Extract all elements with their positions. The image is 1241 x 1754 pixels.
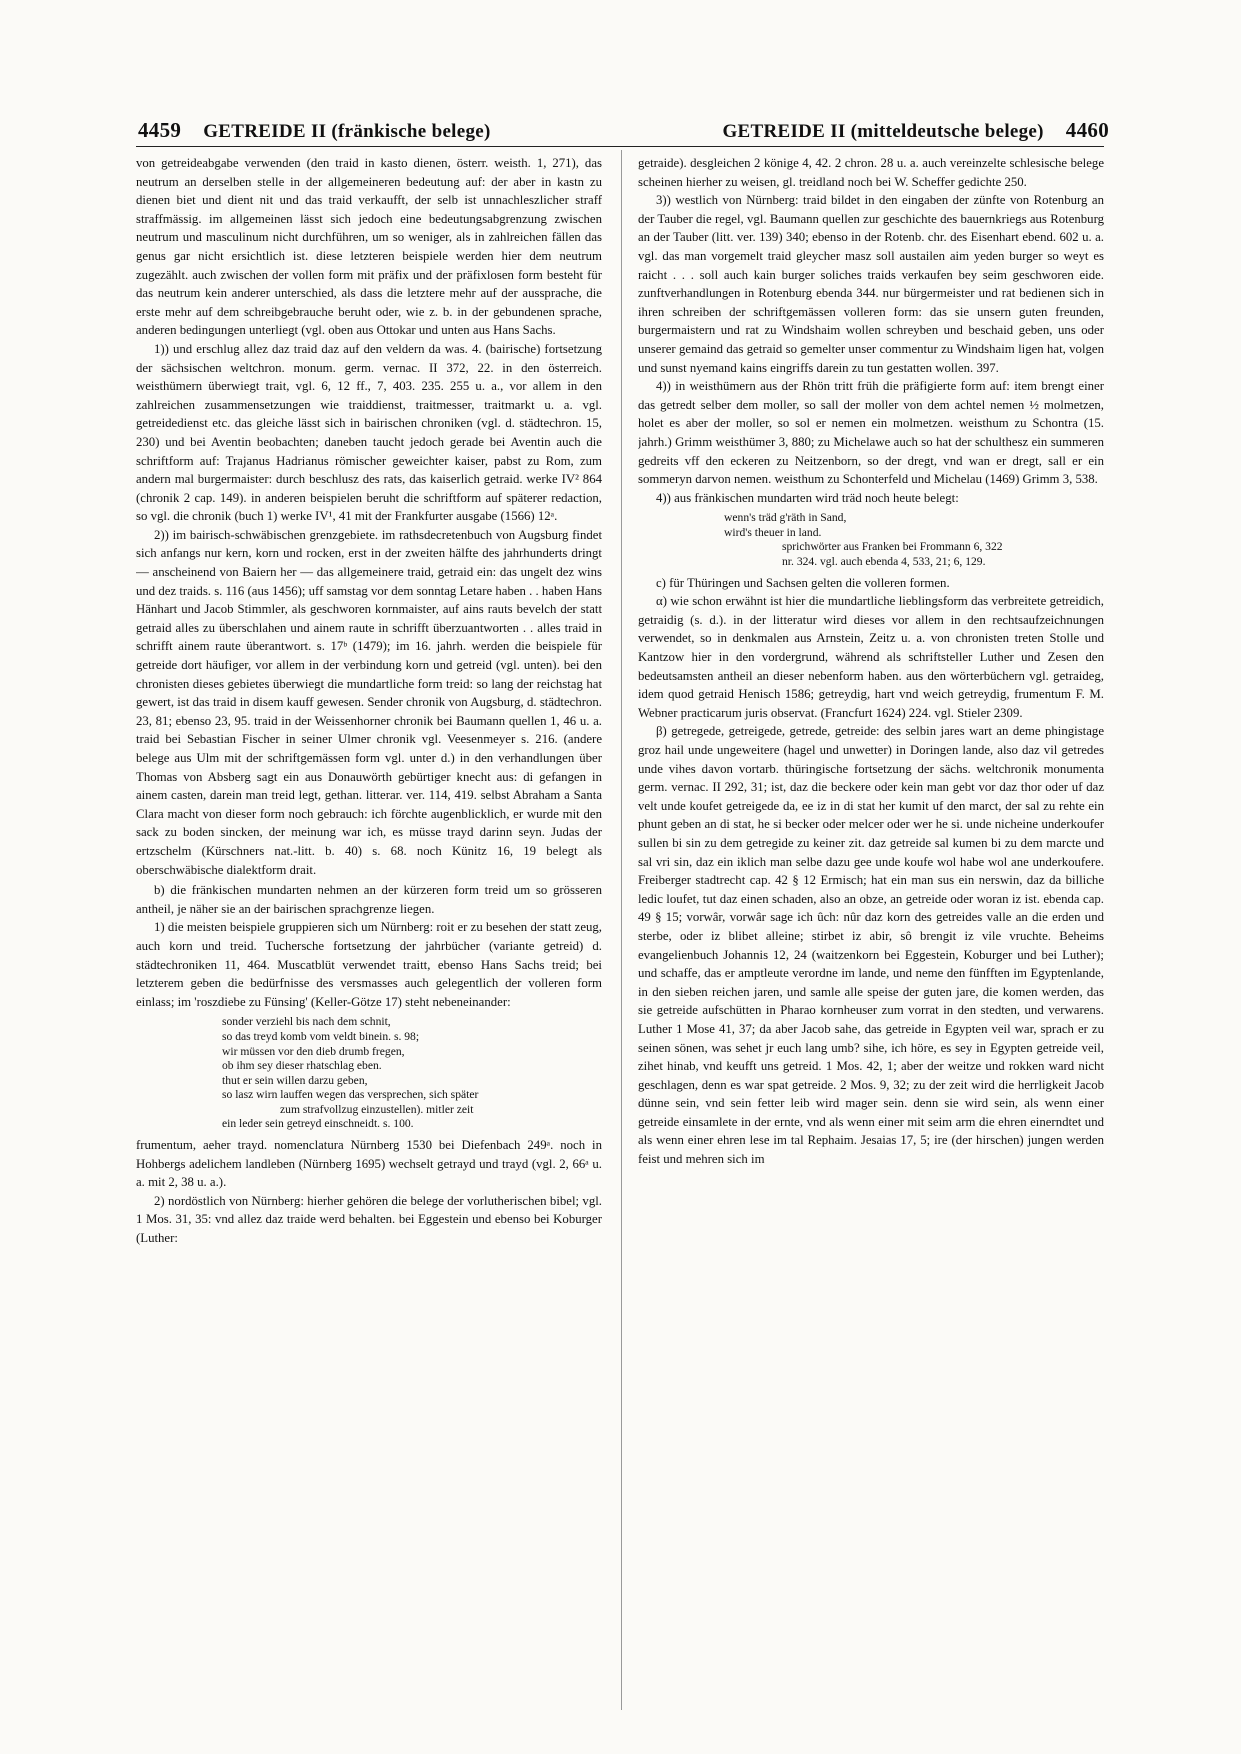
left-column xyxy=(136,154,602,1714)
section-heading: c) für Thüringen und Sachsen gelten die volleren formen. xyxy=(656,575,950,590)
verse-line: zum strafvollzug einzustellen). mitler zeit xyxy=(280,1102,474,1116)
right-page-header xyxy=(722,118,1109,143)
paragraph: 4)) in weisthümern aus der Rhön tritt früh die präfigierte form auf: item brengt einer das getredt selber dem moller, so sall der moller von dem achtel nemen ½ molmetzen, holet es aber der moller, so sol er nemen ein molmetzen. weisthum zu Schontra (15. jahrh.) Grimm weisthümer 3, 880; zu Michelawe auch so hat der schulthesz ein summeren gedreits vff den eckeren zu Neitzenborn, so der dregt, vnd wan er dregt, sall er ein sommeryn darvon nemen. weisthum zu Schonterfeld und Michelau (1469) Grimm 3, 538. xyxy=(638,379,1104,487)
verse-line: so das treyd komb vom veldt binein. s. 98; xyxy=(222,1029,420,1043)
verse-quote xyxy=(222,1015,602,1132)
paragraph: β) getregede, getreigede, getrede, getreide: des selbin jares wart an deme phingistage groz hail unde ungeweitere (hagel und unwetter) in Doringen lande, also daz vil getredes unde vihes davon vortarb. thüringische fortsetzung der sächs. weltchronik monumenta germ. vernac. II 292, 31; ist, daz die beckere oder kein man gebt vor daz thor oder uf daz velt unde koufet getreigede da, ee iz in di stat her kumit uf den marct, der sal zu rehte ein phunt geben an di stat, he si becker oder melcer oder wer he si. unde nicheine underkoufer sullen bi sin zu dem getregide zu keiner zit. daz getreide sal kumen bi zu dem marcte und sal vri sin, daz ein iklich man selbe dazu gee unde koufe wol habe wol ane underkoufere. Freiberger stadtrecht cap. 42 § 12 Ermisch; hat ein man sus ein nerswin, daz da billiche ledic loufet, tut daz einen schaden, also an obze, an getreide oder woran iz ist. ebenda cap. 49 § 15; vorwâr, vorwâr sage ich ûch: nûr daz korn des getreides valle an die erden und sterbe, oder iz blibet alleine; stirbet iz abir, sô brengit iz vile vruchte. Beheims evangelienbuch Johannis 12, 24 (waitzenkorn bei Eggestein, Koburger und bei Luther); und schaffe, das er amptleute verordne im lande, und neme den fünfften im Egyptenlande, in den sieben reichen jaren, und samle alle speise der guten jare, die komen werden, das sie getreide aufschütten in Pharao kornheuser zum vorrat in den stedten, und verwarens. Luther 1 Mose 41, 37; da aber Jacob sahe, das getreide in Egypten veil war, sprach er zu seinen sönen, was sehet jr euch lang umb? sihe, ich höre, es sey in Egypten getreide veil, zihet hinab, vnd keufft uns getreid. 1 Mos. 42, 1; aber der weitze und rokken ward nicht geschlagen, denn es war spat getreide. 2 Mos. 9, 32; zu der zeit wird die herrligkeit Jacob dünne sein, vnd sein fetter leib wird mager sein. denn sie wird sein, als wenn einer getreide einsamlete in der ernte, vnd als wenn einer mit seim arm die ehren einerndtet und als wenn einer ehren lese im tal Rephaim. Jesaias 17, 5; ire (der hirschen) jungen werden feist und mehren sich im xyxy=(638,724,1104,1167)
paragraph: 3)) westlich von Nürnberg: traid bildet in den eingaben der zünfte von Rotenburg an der Tauber die regel, vgl. Baumann quellen zur geschichte des bauernkriegs aus Rotenburg an der Tauber (litt. ver. 139) 340; ebenso in der Rotenb. chr. des Eisenhart ebend. 602 u. a. vgl. das man vorgemelt traid gleycher masz soll austailen aim yeden burger so weyt es raicht . . . soll auch kain burger soliches traids verkaufen bey seim geschworen eide. zunftverhandlungen in Rotenburg ebenda 344. nur bürgermeister und rat bedienen sich in ihren schreiben der schriftgemässen volleren form: das sie unsern guten freunden, burgermaistern und rat zu Windshaim wollen schreyben und beschaid geben, uns oder unserer gemaind das getraid so gemelter unser commentur zu Windshaim ligen hat, volgen und sunst nyemand kains eingriffs darein zu tun gestatten wollen. 397. xyxy=(638,193,1104,375)
column-divider xyxy=(621,150,622,1710)
verse-source: nr. 324. vgl. auch ebenda 4, 533, 21; 6, 129. xyxy=(782,555,986,569)
paragraph: 1)) und erschlug allez daz traid daz auf den veldern da was. 4. (bairische) fortsetzung der sächsischen weltchron. monum. germ. vernac. II 372, 22. in den österreich. weisthümern überwiegt trait, vgl. 6, 12 ff., 7, 403. 235. 255 u. a., vor allem in den zahlreichen zusammensetzungen wie traiddienst, traitmesser, traitmarkt u. a. vgl. getreidedienst etc. das gleiche lässt sich in bairischen chroniken (vgl. d. städtechron. 15, 230) und bei Aventin beobachten; daneben taucht jedoch gerade bei Aventin auch die schriftform auf: Trajanus Hadrianus römischer geweichter kaiser, pabst zu Rom, zum andern mal burgermaister: durch beschlusz des rats, das kaiserlich getraid. werke IV² 864 (chronik 2 cap. 149). in anderen beispielen beruht die schriftform auf späterer redaction, so vgl. die chronik (buch 1) werke IV¹, 41 mit der Frankfurter ausgabe (1566) 12ᵃ. xyxy=(136,341,602,524)
verse-line: so lasz wirn lauffen wegen das versprechen, sich später xyxy=(222,1088,479,1102)
header-rule xyxy=(136,146,1104,147)
verse-line: thut er sein willen darzu geben, xyxy=(222,1073,368,1087)
verse-line: wird's theuer in land. xyxy=(724,525,822,539)
verse-line: wenn's träd g'räth in Sand, xyxy=(724,511,847,525)
paragraph: 2) nordöstlich von Nürnberg: hierher gehören die belege der vorlutherischen bibel; vgl. 1 Mos. 31, 35: vnd allez daz traide werd behalten. bei Eggestein und ebenso bei Koburger (Luther: xyxy=(136,1193,602,1246)
left-running-title: GETREIDE II (fränkische belege) xyxy=(203,121,491,142)
verse-source: sprichwörter aus Franken bei Frommann 6, 322 xyxy=(782,540,1003,554)
paragraph: 1) die meisten beispiele gruppieren sich um Nürnberg: roit er zu besehen der statt zeug, auch korn und treid. Tuchersche fortsetzung der jahrbücher (variante getreid) d. städtechroniken 11, 464. Muscatblüt verwendet traitt, ebenso Hans Sachs treid; bei letzterem geben die bedürfnisse des versmasses auch gelegentlich der volleren form einlass; im 'roszdiebe zu Fünsing' (Keller-Götze 17) steht nebeneinander: xyxy=(136,920,602,1009)
section-heading: b) die fränkischen mundarten nehmen an der kürzeren form treid um so grösseren antheil, je näher sie an der bairischen sprachgrenze liegen. xyxy=(136,883,602,916)
paragraph: 2)) im bairisch-schwäbischen grenzgebiete. im rathsdecretenbuch von Augsburg findet sich anfangs nur kern, korn und rocken, erst in der zweiten hälfte des jahrhunderts dringt — anscheinend von Baiern her — das allgemeinere traid, getraid ein: das ungelt dez wins und dez traids. s. 116 (aus 1456); uff samstag vor dem sonntag Letare haben . . haben Hans Hänhart und Jacob Stimmler, als geschworen kornmaister, auf ains rauts bevelch der statt getraid alles zu überschlahen und ainem raute in schrifft überzuantworten . . alles traid in schrifft ainem raute überantwort. s. 17ᵇ (1479); im 16. jahrh. werden die beispiele für getreide dort häufiger, vor allem in der verbindung korn und getreid (vgl. unten). bei den chronisten dieses gebietes überwiegt die mundartliche form treid: so lang der reichstag hat gewert, ist das traid in disem kauff gewesen. Sender chronik von Augsburg, d. städtechron. 23, 81; ebenso 23, 95. traid in der Weissenhorner chronik bei Baumann quellen 1, 46 u. a. traid bei Sebastian Fischer in seiner Ulmer chronik vgl. Veesenmeyer s. 216. (andere belege aus Ulm mit der schriftgemässen form vgl. unter d.) in den verhandlungen über Thomas von Absberg sagt ein aus Donauwörth gebürtiger knecht aus: di gefangen in ainem casten, darein man treid legt, gethan. litterar. ver. 114, 419. selbst Abraham a Santa Clara macht von dieser form noch gebrauch: ich förchte augenblicklich, er wurde mit den sack zu boden sincken, der meinung war ich, es müsse trayd darinn seyn. Judas der ertzschelm (Kürschners nat.-litt. b. 40) s. 68. noch Künitz 16, 19 belegt als oberschwäbische dialektform drait. xyxy=(136,527,602,877)
verse-line: sonder verziehl bis nach dem schnit, xyxy=(222,1015,391,1029)
verse-quote xyxy=(724,511,1104,569)
verse-line: ob ihm sey dieser rhatschlag eben. xyxy=(222,1059,382,1073)
right-column xyxy=(638,154,1104,1714)
verse-line: ein leder sein getreyd einschneidt. s. 100. xyxy=(222,1117,414,1131)
left-page-number: 4459 xyxy=(138,118,182,142)
paragraph: von getreideabgabe verwenden (den traid in kasto dienen, österr. weisth. 1, 271), das neutrum an derselben stelle in der allgemeineren bedeutung auf: der aber in kastn zu dienen biet und dient nit und das traid verkaufft, der selb ist unnachleszlicher straff straffmässig. im allgemeinen lässt sich jedoch eine bedeutungsabgrenzung zwischen neutrum und masculinum nicht durchführen, um so weniger, als in zahlreichen fällen das genus gar nicht ersichtlich ist. diese letzteren beispiele werden hier dem neutrum zugezählt. auch zwischen der vollen form mit präfix und der präfixlosen form besteht für das neutrum kein anderer unterschied, als dass die letztere mehr auf der aussprache, die erste mehr auf dem schreibgebrauche beruht oder, wie z. b. in der gebundenen sprache, anderen bedingungen unterliegt (vgl. oben aus Ottokar und unten aus Hans Sachs. xyxy=(136,156,602,338)
left-page-header xyxy=(138,118,491,143)
right-page-number: 4460 xyxy=(1065,118,1109,142)
paragraph: getraide). desgleichen 2 könige 4, 42. 2 chron. 28 u. a. auch vereinzelte schlesische belege scheinen hierher zu weisen, gl. treidland noch bei W. Scheffer gedichte 250. xyxy=(638,156,1104,189)
verse-line: wir müssen vor den dieb drumb fregen, xyxy=(222,1044,405,1058)
right-running-title: GETREIDE II (mitteldeutsche belege) xyxy=(722,121,1044,142)
paragraph: frumentum, aeher trayd. nomenclatura Nürnberg 1530 bei Diefenbach 249ᵃ. noch in Hohbergs adelichem landleben (Nürnberg 1695) wechselt getrayd und trayd (vgl. 2, 66ᵃ u. a. mit 2, 38 u. a.). xyxy=(136,1138,602,1190)
paragraph: 4)) aus fränkischen mundarten wird träd noch heute belegt: xyxy=(656,490,959,505)
paragraph: α) wie schon erwähnt ist hier die mundartliche lieblingsform das verbreitete getreidich, getraidig (s. d.). in der litteratur wird dieses vor allem in den rechtsaufzeichnungen verwendet, so in denkmalen aus Arnstein, Zeitz u. a. von chronisten treten Stolle und Kantzow hier in den vordergrund, während als schriftsteller Luther und Zesen den bedeutsamsten antheil an dieser nebenform haben. aus den wörterbüchern vgl. getraideg, idem quod getraid Henisch 1586; getreydig, hart vnd weich getreydig, frumentum F. M. Webner practicarum juris observat. (Francfurt 1624) 224. vgl. Stieler 2309. xyxy=(638,594,1104,720)
